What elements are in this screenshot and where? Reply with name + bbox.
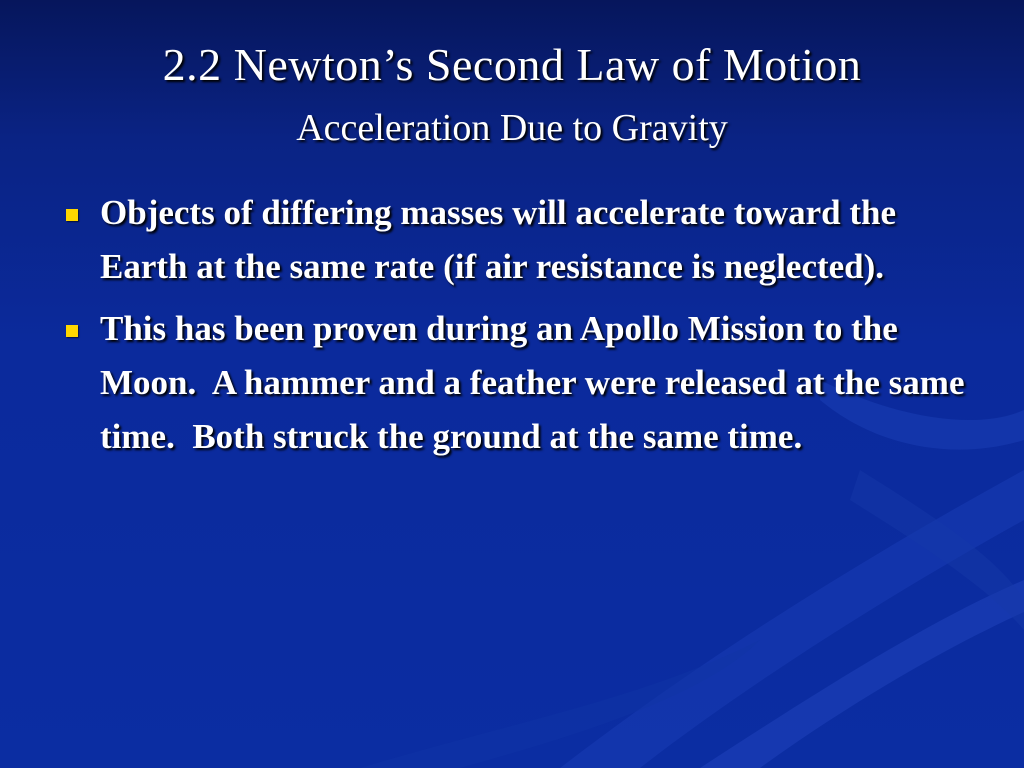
bullet-item-1 <box>62 186 982 294</box>
square-bullet-icon <box>66 209 78 221</box>
bullet-item-2 <box>62 302 982 464</box>
bullet-text-1: Objects of differing masses will accelerate toward the Earth at the same rate (if air resistance is neglected). <box>100 193 905 286</box>
slide-subtitle: Acceleration Due to Gravity <box>296 107 728 149</box>
square-bullet-icon <box>66 325 78 337</box>
slide-title: 2.2 Newton’s Second Law of Motion <box>162 39 862 90</box>
bullet-list <box>62 186 982 472</box>
bullet-text-2: This has been proven during an Apollo Mission to the Moon. A hammer and a feather were released at the same time. Both struck the ground at the same time. <box>100 309 974 456</box>
